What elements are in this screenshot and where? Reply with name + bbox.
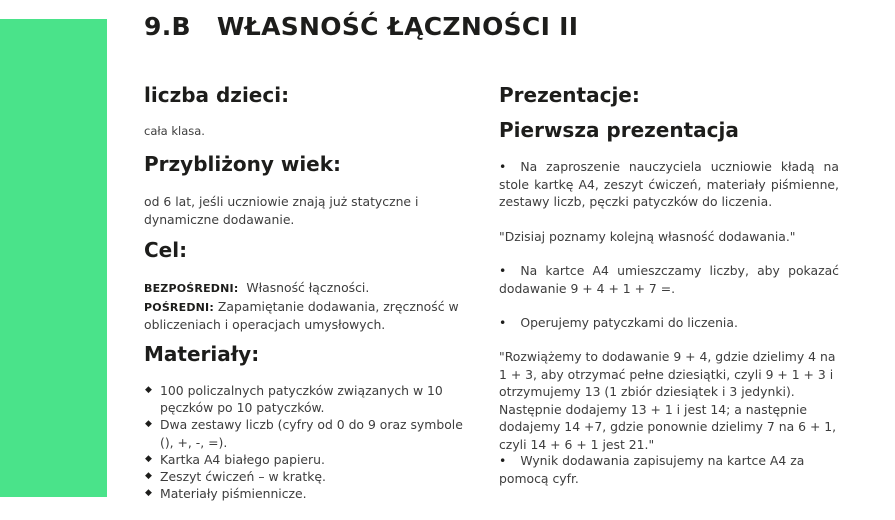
materials-item: ◆ Materiały piśmiennicze. bbox=[145, 486, 307, 502]
diamond-bullet-icon: ◆ bbox=[145, 453, 152, 464]
materials-list bbox=[145, 382, 475, 502]
diamond-bullet-icon: ◆ bbox=[145, 488, 152, 499]
bullet-icon: • bbox=[499, 263, 507, 278]
age-value: od 6 lat, jeśli uczniowie znają już statyczne i dynamiczne dodawanie. bbox=[144, 194, 419, 227]
goal-heading: Cel: bbox=[144, 238, 188, 262]
goal-direct-label: BEZPOŚREDNI: bbox=[144, 282, 239, 295]
age-heading: Przybliżony wiek: bbox=[144, 152, 342, 176]
materials-item: ◆ Kartka A4 białego papieru. bbox=[145, 451, 325, 467]
bullet-icon: • bbox=[499, 315, 507, 330]
quote-1: "Dzisiaj poznamy kolejną własność dodawania." bbox=[499, 229, 796, 244]
goal-section bbox=[144, 279, 474, 334]
bullet-icon: • bbox=[499, 159, 507, 174]
materials-heading: Materiały: bbox=[144, 342, 260, 366]
diamond-bullet-icon: ◆ bbox=[145, 419, 152, 430]
children-value: cała klasa. bbox=[144, 124, 205, 138]
lesson-number: 9.B bbox=[144, 12, 191, 41]
goal-indirect-label: POŚREDNI: bbox=[144, 300, 214, 314]
materials-item: ◆ Zeszyt ćwiczeń – w kratkę. bbox=[145, 469, 326, 485]
accent-bar bbox=[0, 19, 107, 497]
first-presentation-heading: Pierwsza prezentacja bbox=[499, 118, 739, 142]
quote-2: "Rozwiążemy to dodawanie 9 + 4, gdzie dzielimy 4 na 1 + 3, aby otrzymać pełne dziesiątki, czyli 9 + 1 + 3 i otrzymujemy 13 (1 zbiór dziesiątek i 3 jedynki). Następnie dodajemy 13 + 1 i jest 14; a następnie dodajemy 14 +7, gdzie ponownie dzielimy 7 na 6 + 1, czyli 14 + 6 + 1 jest 21." bbox=[499, 349, 837, 452]
presentations-heading: Prezentacje: bbox=[499, 83, 640, 107]
diamond-bullet-icon: ◆ bbox=[145, 385, 152, 395]
goal-indirect bbox=[144, 298, 474, 334]
goal-direct bbox=[144, 279, 474, 298]
goal-indirect-value: Zapamiętanie dodawania, zręczność w obliczeniach i operacjach umysłowych. bbox=[144, 298, 459, 332]
materials-item: ◆ 100 policzalnych patyczków związanych w 10 pęczków po 10 patyczków. bbox=[145, 383, 443, 416]
children-heading: liczba dzieci: bbox=[144, 83, 290, 107]
bullet-icon: • bbox=[499, 453, 507, 468]
page-title bbox=[144, 12, 578, 41]
step-1: • Na zaproszenie nauczyciela uczniowie kładą na stole kartkę A4, zeszyt ćwiczeń, materiały piśmienne, zestawy liczb, pęczki patyczków do liczenia. bbox=[499, 159, 839, 209]
step-4: • Wynik dodawania zapisujemy na kartce A4 za pomocą cyfr. bbox=[499, 453, 805, 486]
materials-item: ◆ Dwa zestawy liczb (cyfry od 0 do 9 oraz symbole (), +, -, =). bbox=[145, 417, 463, 450]
goal-direct-value: Własność łączności. bbox=[246, 280, 370, 295]
step-3: • Operujemy patyczkami do liczenia. bbox=[499, 315, 738, 330]
diamond-bullet-icon: ◆ bbox=[145, 471, 152, 482]
lesson-title: WŁASNOŚĆ ŁĄCZNOŚCI II bbox=[216, 12, 579, 41]
step-2: • Na kartce A4 umieszczamy liczby, aby pokazać dodawanie 9 + 4 + 1 + 7 =. bbox=[499, 263, 839, 296]
